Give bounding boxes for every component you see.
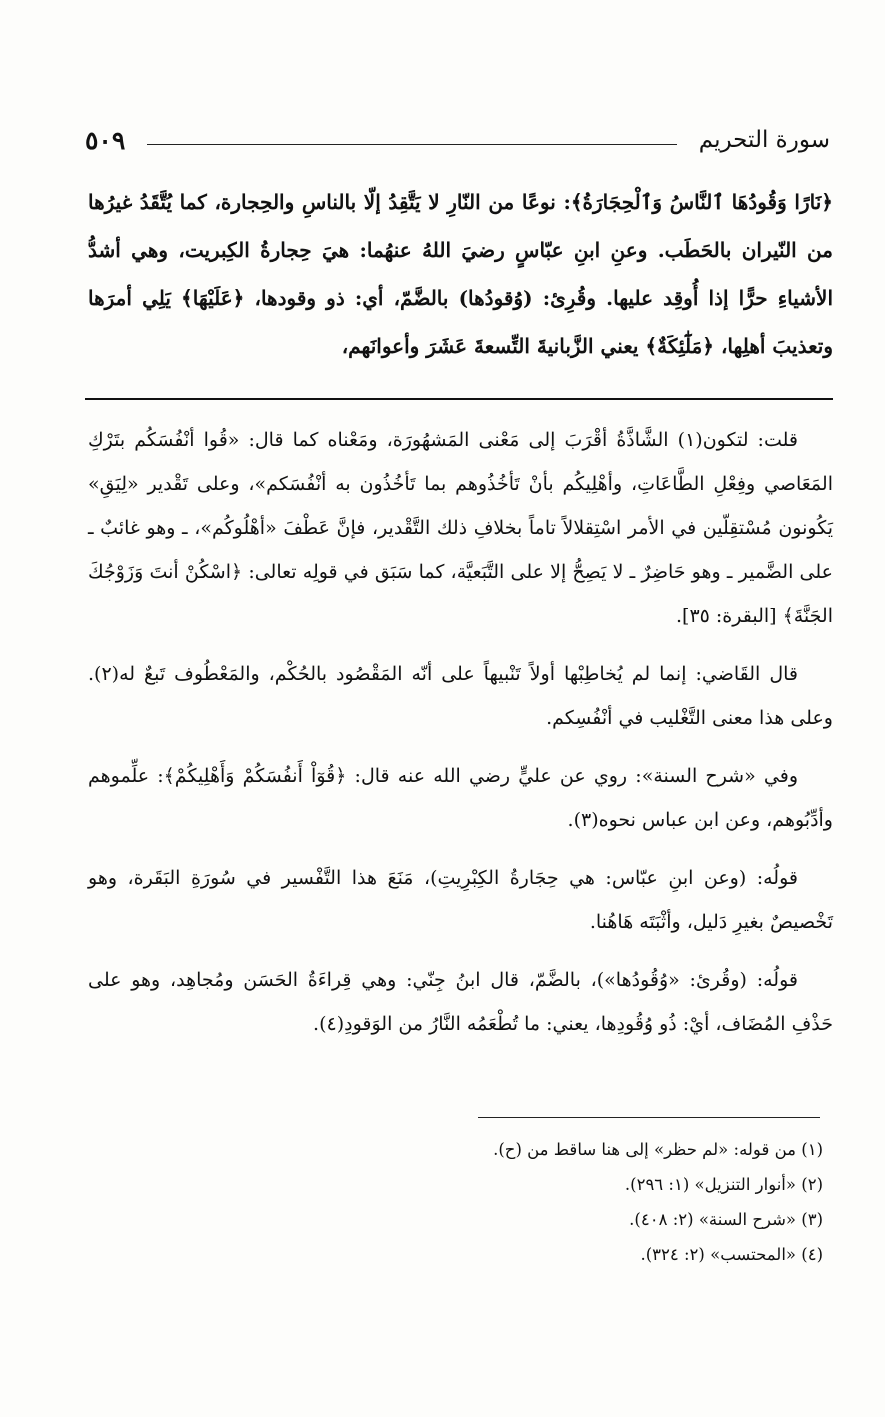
surah-title: سورة التحريم [698, 127, 830, 153]
commentary-paragraph: قولُه: (وعن ابنِ عبّاس: هي حِجَارةُ الكِبْرِيتِ)، مَنَعَ هذا التَّفْسير في سُورَةِ البَقَرة، وهو تَخْصيصٌ بغيرِ دَليل، وأثْبَتَه هَاهُنا. [88, 867, 833, 933]
commentary-paragraph: قلت: لتكون(١) الشَّاذَّةُ أقْرَبَ إلى مَعْنى المَشهُورَة، ومَعْناه كما قال: «قُوا أنْفُسَكُم بتَرْكِ المَعَاصي وفِعْلِ الطَّاعَاتِ، وأهْلِيكُم بأنْ تَأخُذُوهم بما تَأخُذُون به أنْفُسَكم»، وعلى تَقْدير «لِيَقِ» يَكُونون مُسْتقِلّين في الأمر اسْتِقلالاً تاماً بخلافِ ذلك التَّقْدير، فإنَّ عَطْفَ «أهْلُوكُم»، ـ وهو غائبٌ ـ على الضَّمير ـ وهو حَاضِرٌ ـ لا يَصِحُّ إلا على التَّبَعيَّة، كما سَبَق في قولِه تعالى: ﴿اسْكُنْ أنتَ وَزَوْجُكَ الجَنَّةَ﴾ [البقرة: ٣٥]. [88, 429, 833, 627]
footnote: (٤) «المحتسب» (٢: ٣٢٤). [640, 1245, 823, 1264]
footnote: (١) من قوله: «لم حظر» إلى هنا ساقط من (ح). [493, 1140, 823, 1159]
commentary-paragraph: قولُه: (وقُرئ: «وُقُودُها»)، بالضَّمّ، قال ابنُ جِنّي: وهي قِراءَةُ الحَسَن ومُجاهِد، وهو على حَذْفِ المُضَاف، أيْ: ذُو وُقُودِها، يعني: ما تُطْعَمُه النَّارُ من الوَقودِ(٤). [88, 969, 833, 1035]
commentary-paragraph: وفي «شرح السنة»: روي عن عليٍّ رضي الله عنه قال: ﴿قُوٓاْ أَنفُسَكُمْ وَأَهْلِيكُمْ﴾: علِّموهم وأدِّبُوهم، وعن ابن عباس نحوه(٣). [88, 765, 833, 831]
footnotes-section [100, 1132, 823, 1272]
commentary-section [88, 418, 833, 1060]
page-number: ٥٠٩ [85, 125, 126, 155]
header-rule [147, 144, 676, 145]
footnotes-divider [478, 1117, 820, 1118]
main-text-divider [85, 398, 833, 400]
footnote: (٢) «أنوار التنزيل» (١: ٢٩٦). [624, 1175, 823, 1194]
main-tafsir-text: ﴿نَارًا وَقُودُهَا ٱلنَّاسُ وَٱلْحِجَارَةُ﴾: نوعًا من النّارِ لا يَتَّقِدُ إلّا بالناسِ والحِجارة، كما يُتَّقَدُ غيرُها من النّيران بالحَطَب. وعنِ ابنِ عبّاسٍ رضيَ اللهُ عنهُما: هيَ حِجارةُ الكِبريت، وهي أشدُّ الأشياءِ حرًّا إذا أُوقِد عليها. وقُرِئ: (وُقودُها) بالضَّمّ، أي: ذو وقودها، ﴿عَلَيْهَا﴾ يَلِي أمرَها وتعذيبَ أهلِها، ﴿مَلَٰٓئِكَةٌ﴾ يعني الزَّبانيةَ التِّسعةَ عَشَرَ وأعوانَهم، [88, 190, 833, 358]
footnote: (٣) «شرح السنة» (٢: ٤٠٨). [629, 1210, 823, 1229]
commentary-paragraph: قال القَاضي: إنما لم يُخاطِبْها أولاً تَنْبيهاً على أنّه المَقْصُود بالحُكْم، والمَعْطُوف تَبعٌ له(٢). وعلى هذا معنى التَّغْليب في أنْفُسِكم. [88, 663, 833, 729]
running-header [85, 120, 830, 160]
